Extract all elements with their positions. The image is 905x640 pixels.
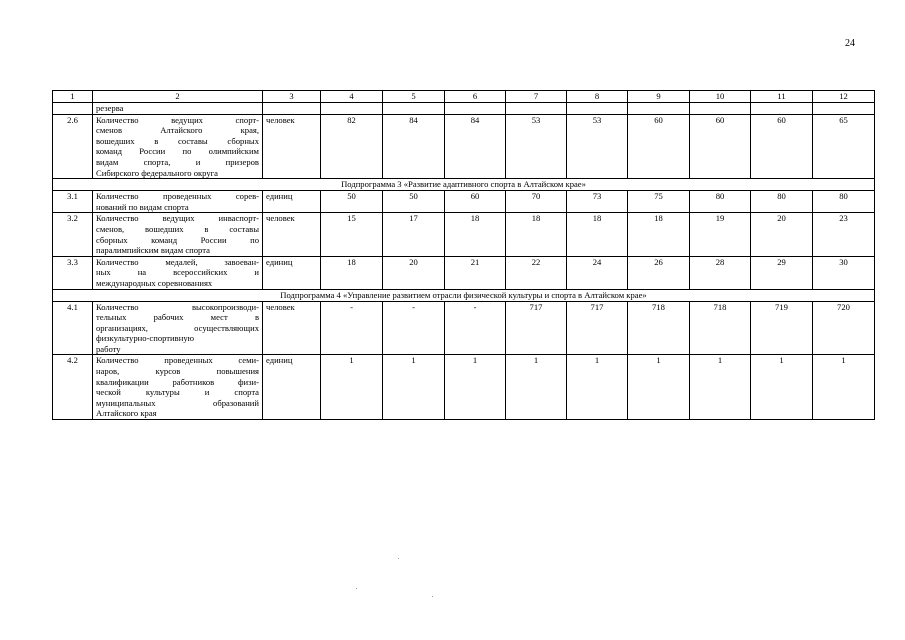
indicator-name-line: физкультурно-спортивную (96, 333, 195, 344)
indicator-value: 18 (567, 213, 628, 256)
indicator-name (93, 256, 263, 289)
indicator-name-line: Количество проведенных семи- (96, 355, 259, 366)
indicator-value: 18 (628, 213, 690, 256)
indicator-value: 50 (383, 191, 445, 213)
indicator-name-line: вошедших в составы сборных (96, 135, 259, 146)
indicator-value: 60 (628, 114, 690, 179)
indicator-name (93, 191, 263, 213)
indicator-name-line: международных соревнованиях (96, 277, 213, 288)
header-cell: 6 (445, 91, 506, 103)
indicator-value: 718 (628, 301, 690, 355)
indicator-name-line: Количество ведущих инваспорт- (96, 213, 259, 224)
indicator-value (751, 103, 813, 115)
indicator-value: 720 (813, 301, 875, 355)
header-cell: 4 (321, 91, 383, 103)
indicator-value: 1 (813, 355, 875, 420)
indicator-name-line: наров, курсов повышения (96, 366, 259, 377)
indicator-value: 1 (628, 355, 690, 420)
subprogram-row (53, 179, 875, 191)
indicator-value: 60 (445, 191, 506, 213)
indicator-name-line: сменов Алтайского края, (96, 125, 259, 136)
indicator-value: 718 (690, 301, 751, 355)
indicator-unit: человек (263, 301, 321, 355)
indicator-value: 60 (690, 114, 751, 179)
indicator-name-line: Сибирского федерального округа (96, 167, 218, 178)
indicator-value: 719 (751, 301, 813, 355)
indicator-name (93, 301, 263, 355)
header-cell: 9 (628, 91, 690, 103)
table-row (53, 191, 875, 213)
indicator-unit: единиц (263, 355, 321, 420)
indicator-value: 20 (383, 256, 445, 289)
subprogram-row (53, 289, 875, 301)
indicator-value: 717 (506, 301, 567, 355)
indicator-value: 50 (321, 191, 383, 213)
table-row (53, 114, 875, 179)
indicator-name-line: Количество медалей, завоеван- (96, 256, 259, 267)
indicator-value: 30 (813, 256, 875, 289)
indicator-value: 80 (813, 191, 875, 213)
indicator-name-line: ных на всероссийских и (96, 267, 259, 278)
header-cell: 7 (506, 91, 567, 103)
indicator-value (321, 103, 383, 115)
table-row (53, 213, 875, 256)
indicator-value: 1 (321, 355, 383, 420)
indicator-value: 18 (445, 213, 506, 256)
indicator-value: - (445, 301, 506, 355)
indicator-value: 19 (690, 213, 751, 256)
indicator-value: 82 (321, 114, 383, 179)
header-cell: 11 (751, 91, 813, 103)
indicator-name-line: работу (96, 343, 121, 354)
indicator-value: 18 (321, 256, 383, 289)
subprogram-title: Подпрограмма 4 «Управление развитием отрасли физической культуры и спорта в Алтайском крае» (53, 289, 875, 301)
header-cell: 1 (53, 91, 93, 103)
indicator-value: 20 (751, 213, 813, 256)
indicator-value: 1 (567, 355, 628, 420)
indicator-value (690, 103, 751, 115)
indicator-value: - (321, 301, 383, 355)
indicator-name-line: тельных рабочих мест в (96, 312, 259, 323)
indicator-name-line: ческой культуры и спорта (96, 387, 259, 398)
header-cell: 5 (383, 91, 445, 103)
indicator-value: 80 (751, 191, 813, 213)
indicator-value: 75 (628, 191, 690, 213)
indicator-number (53, 103, 93, 115)
indicator-value: 1 (445, 355, 506, 420)
indicator-value: 17 (383, 213, 445, 256)
indicator-name (93, 114, 263, 179)
table-row (53, 355, 875, 420)
indicator-name (93, 213, 263, 256)
header-cell: 12 (813, 91, 875, 103)
indicators-table (52, 90, 875, 420)
header-cell: 8 (567, 91, 628, 103)
indicator-value: 23 (813, 213, 875, 256)
indicator-value: 18 (506, 213, 567, 256)
indicator-value: 1 (506, 355, 567, 420)
indicator-name-line: Количество проведенных сорев- (96, 191, 259, 202)
indicator-unit: единиц (263, 191, 321, 213)
indicator-value: 1 (690, 355, 751, 420)
table-header-row (53, 91, 875, 103)
indicator-number: 3.2 (53, 213, 93, 256)
scan-speck (398, 558, 399, 559)
indicator-value (445, 103, 506, 115)
indicator-name-line: Количество ведущих спорт- (96, 114, 259, 125)
scan-speck (432, 596, 433, 597)
indicator-name-line: Количество высокопроизводи- (96, 301, 259, 312)
indicator-number: 2.6 (53, 114, 93, 179)
indicator-name-line: команд России по олимпийским (96, 146, 259, 157)
indicator-name-line: видам спорта, и призеров (96, 156, 259, 167)
indicator-value: 73 (567, 191, 628, 213)
indicator-value: 22 (506, 256, 567, 289)
indicator-name (93, 355, 263, 420)
indicator-value: 24 (567, 256, 628, 289)
page-number: 24 (845, 38, 855, 49)
indicator-name-line: Алтайского края (96, 408, 157, 419)
indicator-value (813, 103, 875, 115)
indicator-value: 1 (383, 355, 445, 420)
subprogram-title: Подпрограмма 3 «Развитие адаптивного спорта в Алтайском крае» (53, 179, 875, 191)
indicator-unit (263, 103, 321, 115)
indicator-name (93, 103, 263, 115)
table-row (53, 256, 875, 289)
header-cell: 3 (263, 91, 321, 103)
indicator-value: 84 (383, 114, 445, 179)
indicator-value (506, 103, 567, 115)
indicator-number: 4.2 (53, 355, 93, 420)
indicator-value (628, 103, 690, 115)
indicator-name-line: паралимпийским видам спорта (96, 245, 210, 256)
indicator-value: 70 (506, 191, 567, 213)
indicator-value: 717 (567, 301, 628, 355)
indicator-value (567, 103, 628, 115)
header-cell: 2 (93, 91, 263, 103)
indicator-unit: человек (263, 213, 321, 256)
indicator-unit: единиц (263, 256, 321, 289)
indicator-number: 3.3 (53, 256, 93, 289)
indicator-value: - (383, 301, 445, 355)
table-row (53, 301, 875, 355)
header-cell: 10 (690, 91, 751, 103)
indicator-number: 4.1 (53, 301, 93, 355)
indicator-value (383, 103, 445, 115)
indicator-unit: человек (263, 114, 321, 179)
indicator-name-line: сборных команд России по (96, 234, 259, 245)
indicator-value: 80 (690, 191, 751, 213)
indicator-value: 65 (813, 114, 875, 179)
indicator-name-line: резерва (96, 103, 124, 113)
indicator-value: 84 (445, 114, 506, 179)
table-row (53, 103, 875, 115)
indicator-value: 53 (567, 114, 628, 179)
indicator-name-line: организациях, осуществляющих (96, 322, 259, 333)
indicator-value: 29 (751, 256, 813, 289)
indicator-number: 3.1 (53, 191, 93, 213)
scan-speck (356, 588, 357, 589)
indicator-value: 15 (321, 213, 383, 256)
indicator-value: 26 (628, 256, 690, 289)
indicator-value: 28 (690, 256, 751, 289)
indicator-value: 53 (506, 114, 567, 179)
indicator-value: 1 (751, 355, 813, 420)
indicator-name-line: квалификации работников физи- (96, 376, 259, 387)
indicator-name-line: сменов, вошедших в составы (96, 223, 259, 234)
indicator-value: 21 (445, 256, 506, 289)
indicator-value: 60 (751, 114, 813, 179)
indicator-name-line: нований по видам спорта (96, 201, 189, 212)
indicator-name-line: муниципальных образований (96, 397, 259, 408)
